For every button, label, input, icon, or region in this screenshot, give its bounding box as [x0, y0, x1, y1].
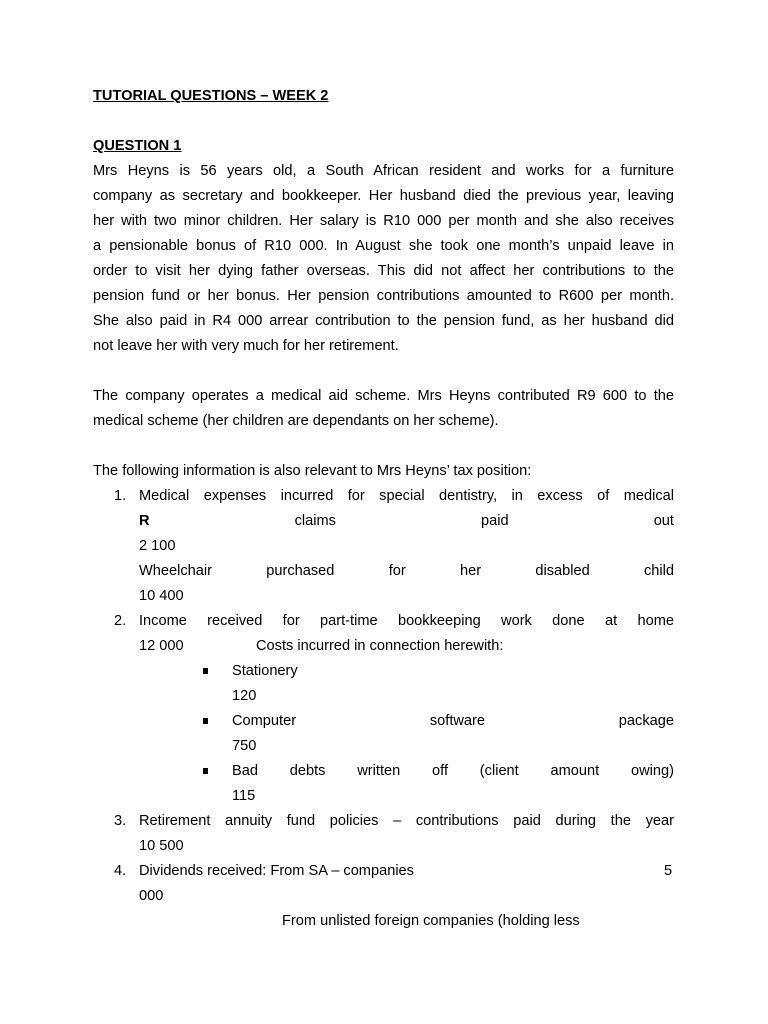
- currency-label: R: [139, 513, 150, 529]
- bullet-item: [232, 759, 674, 784]
- word: disabled: [535, 563, 590, 579]
- bullet-icon: [203, 718, 208, 724]
- item-3-text: Retirement annuity fund policies – contributions paid during the year: [139, 813, 674, 829]
- item-4-text: Dividends received: From SA – companies: [139, 863, 414, 879]
- item-number: 2.: [114, 613, 127, 629]
- amount: 000: [139, 888, 164, 904]
- bullet-text: Bad debts written off (client amount owing): [232, 763, 674, 779]
- word: purchased: [266, 563, 335, 579]
- item-number: 1.: [114, 488, 127, 504]
- paragraph-1-line: Mrs Heyns is 56 years old, a South African resident and works for a furniture: [93, 163, 674, 179]
- amount: 120: [232, 688, 257, 704]
- amount: 115: [232, 788, 256, 804]
- item-2-text: Income received for part-time bookkeeping work done at home: [139, 613, 674, 629]
- amount: 10 400: [139, 588, 184, 604]
- question-1-heading: QUESTION 1: [93, 138, 182, 154]
- word: for: [388, 563, 406, 579]
- bullet-item: [232, 709, 674, 734]
- word: software: [429, 713, 486, 729]
- bullet-text: Stationery: [232, 663, 298, 679]
- amount: 2 100: [139, 538, 176, 554]
- word: paid: [481, 513, 509, 529]
- amount: 10 500: [139, 838, 184, 854]
- amount: 5: [664, 863, 673, 879]
- bullet-item: [232, 659, 674, 684]
- word: Wheelchair: [139, 563, 212, 579]
- item-4-continuation: From unlisted foreign companies (holding less: [282, 913, 580, 929]
- item-number: 3.: [114, 813, 127, 829]
- item-1-wheelchair-row: [139, 559, 674, 584]
- item-number: 4.: [114, 863, 127, 879]
- paragraph-1-line: company as secretary and bookkeeper. Her husband died the previous year, leaving: [93, 188, 674, 204]
- word: claims: [294, 513, 336, 529]
- bullet-icon: [203, 668, 208, 674]
- word: child: [643, 563, 674, 579]
- costs-heading: Costs incurred in connection herewith:: [256, 638, 504, 654]
- item-1-claims-row: [139, 509, 674, 534]
- paragraph-1-line: a pensionable bonus of R10 000. In August she took one month’s unpaid leave in: [93, 238, 674, 254]
- item-1-text: Medical expenses incurred for special dentistry, in excess of medical: [139, 488, 674, 504]
- paragraph-1-line: her with two minor children. Her salary is R10 000 per month and she also receives: [93, 213, 674, 229]
- document-title: TUTORIAL QUESTIONS – WEEK 2: [93, 88, 329, 104]
- paragraph-1-line: order to visit her dying father overseas. This did not affect her contributions to the: [93, 263, 674, 279]
- word: Computer: [232, 713, 297, 729]
- bullet-icon: [203, 768, 208, 774]
- intro-line: The following information is also relevant to Mrs Heyns’ tax position:: [93, 463, 532, 479]
- amount: 750: [232, 738, 257, 754]
- word: out: [653, 513, 674, 529]
- paragraph-1-line: not leave her with very much for her retirement.: [93, 338, 399, 354]
- amount: 12 000: [139, 638, 184, 654]
- word: package: [618, 713, 674, 729]
- paragraph-2-line: The company operates a medical aid scheme. Mrs Heyns contributed R9 600 to the: [93, 388, 674, 404]
- paragraph-2-line: medical scheme (her children are dependants on her scheme).: [93, 413, 499, 429]
- paragraph-1-line: She also paid in R4 000 arrear contribution to the pension fund, as her husband did: [93, 313, 674, 329]
- word: her: [459, 563, 482, 579]
- paragraph-1-line: pension fund or her bonus. Her pension contributions amounted to R600 per month.: [93, 288, 674, 304]
